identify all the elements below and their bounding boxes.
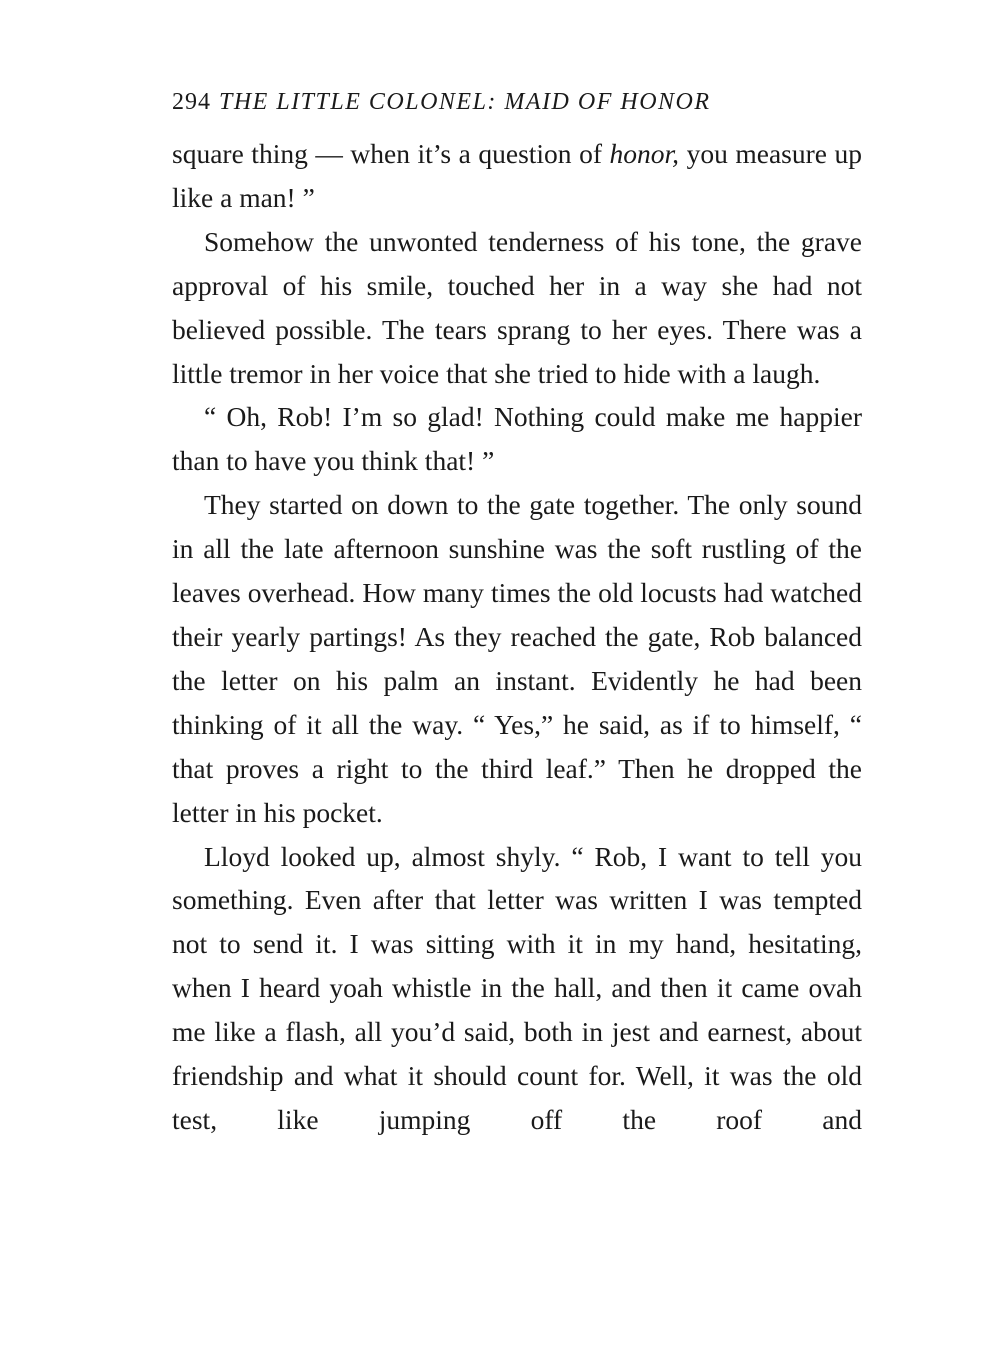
- book-page: [172, 78, 862, 1142]
- paragraph-1-after: you measure up like a man! ”: [172, 138, 862, 213]
- emphasis-honor: honor,: [609, 138, 680, 169]
- running-header: [172, 78, 862, 132]
- paragraph-2: Somehow the unwonted tenderness of his tone, the grave approval of his smile, touched her in a way she had not believed possible. The tears sprang to her eyes. There was a little tremor in her voice that she tried to hide with a laugh.: [172, 225, 862, 389]
- running-title: THE LITTLE COLONEL: MAID OF HONOR: [219, 89, 711, 115]
- body-text: [172, 132, 862, 1142]
- paragraph-4: They started on down to the gate together. The only sound in all the late afternoon sunshine was the soft rustling of the leaves overhead. How many times the old locusts had watched their yearly partings! As they reached the gate, Rob balanced the letter on his palm an instant. Evidently he had been thinking of it all the way. “ Yes,” he said, as if to himself, “ that proves a right to the third leaf.” Then he dropped the letter in his pocket.: [172, 489, 862, 828]
- paragraph-1: [172, 132, 862, 220]
- paragraph-5: Lloyd looked up, almost shyly. “ Rob, I want to tell you something. Even after that letter was written I was tempted not to send it. I was sitting with it in my hand, hesitating, when I heard yoah whistle in the hall, and then it came ovah me like a flash, all you’d said, both in jest and earnest, about friendship and what it should count for. Well, it was the old test, like jumping off the roof and: [172, 840, 862, 1135]
- paragraph-1-before: square thing — when it’s a question of: [172, 138, 610, 169]
- paragraph-3: “ Oh, Rob! I’m so glad! Nothing could make me happier than to have you think that! ”: [172, 401, 862, 477]
- page-number: 294: [172, 89, 211, 115]
